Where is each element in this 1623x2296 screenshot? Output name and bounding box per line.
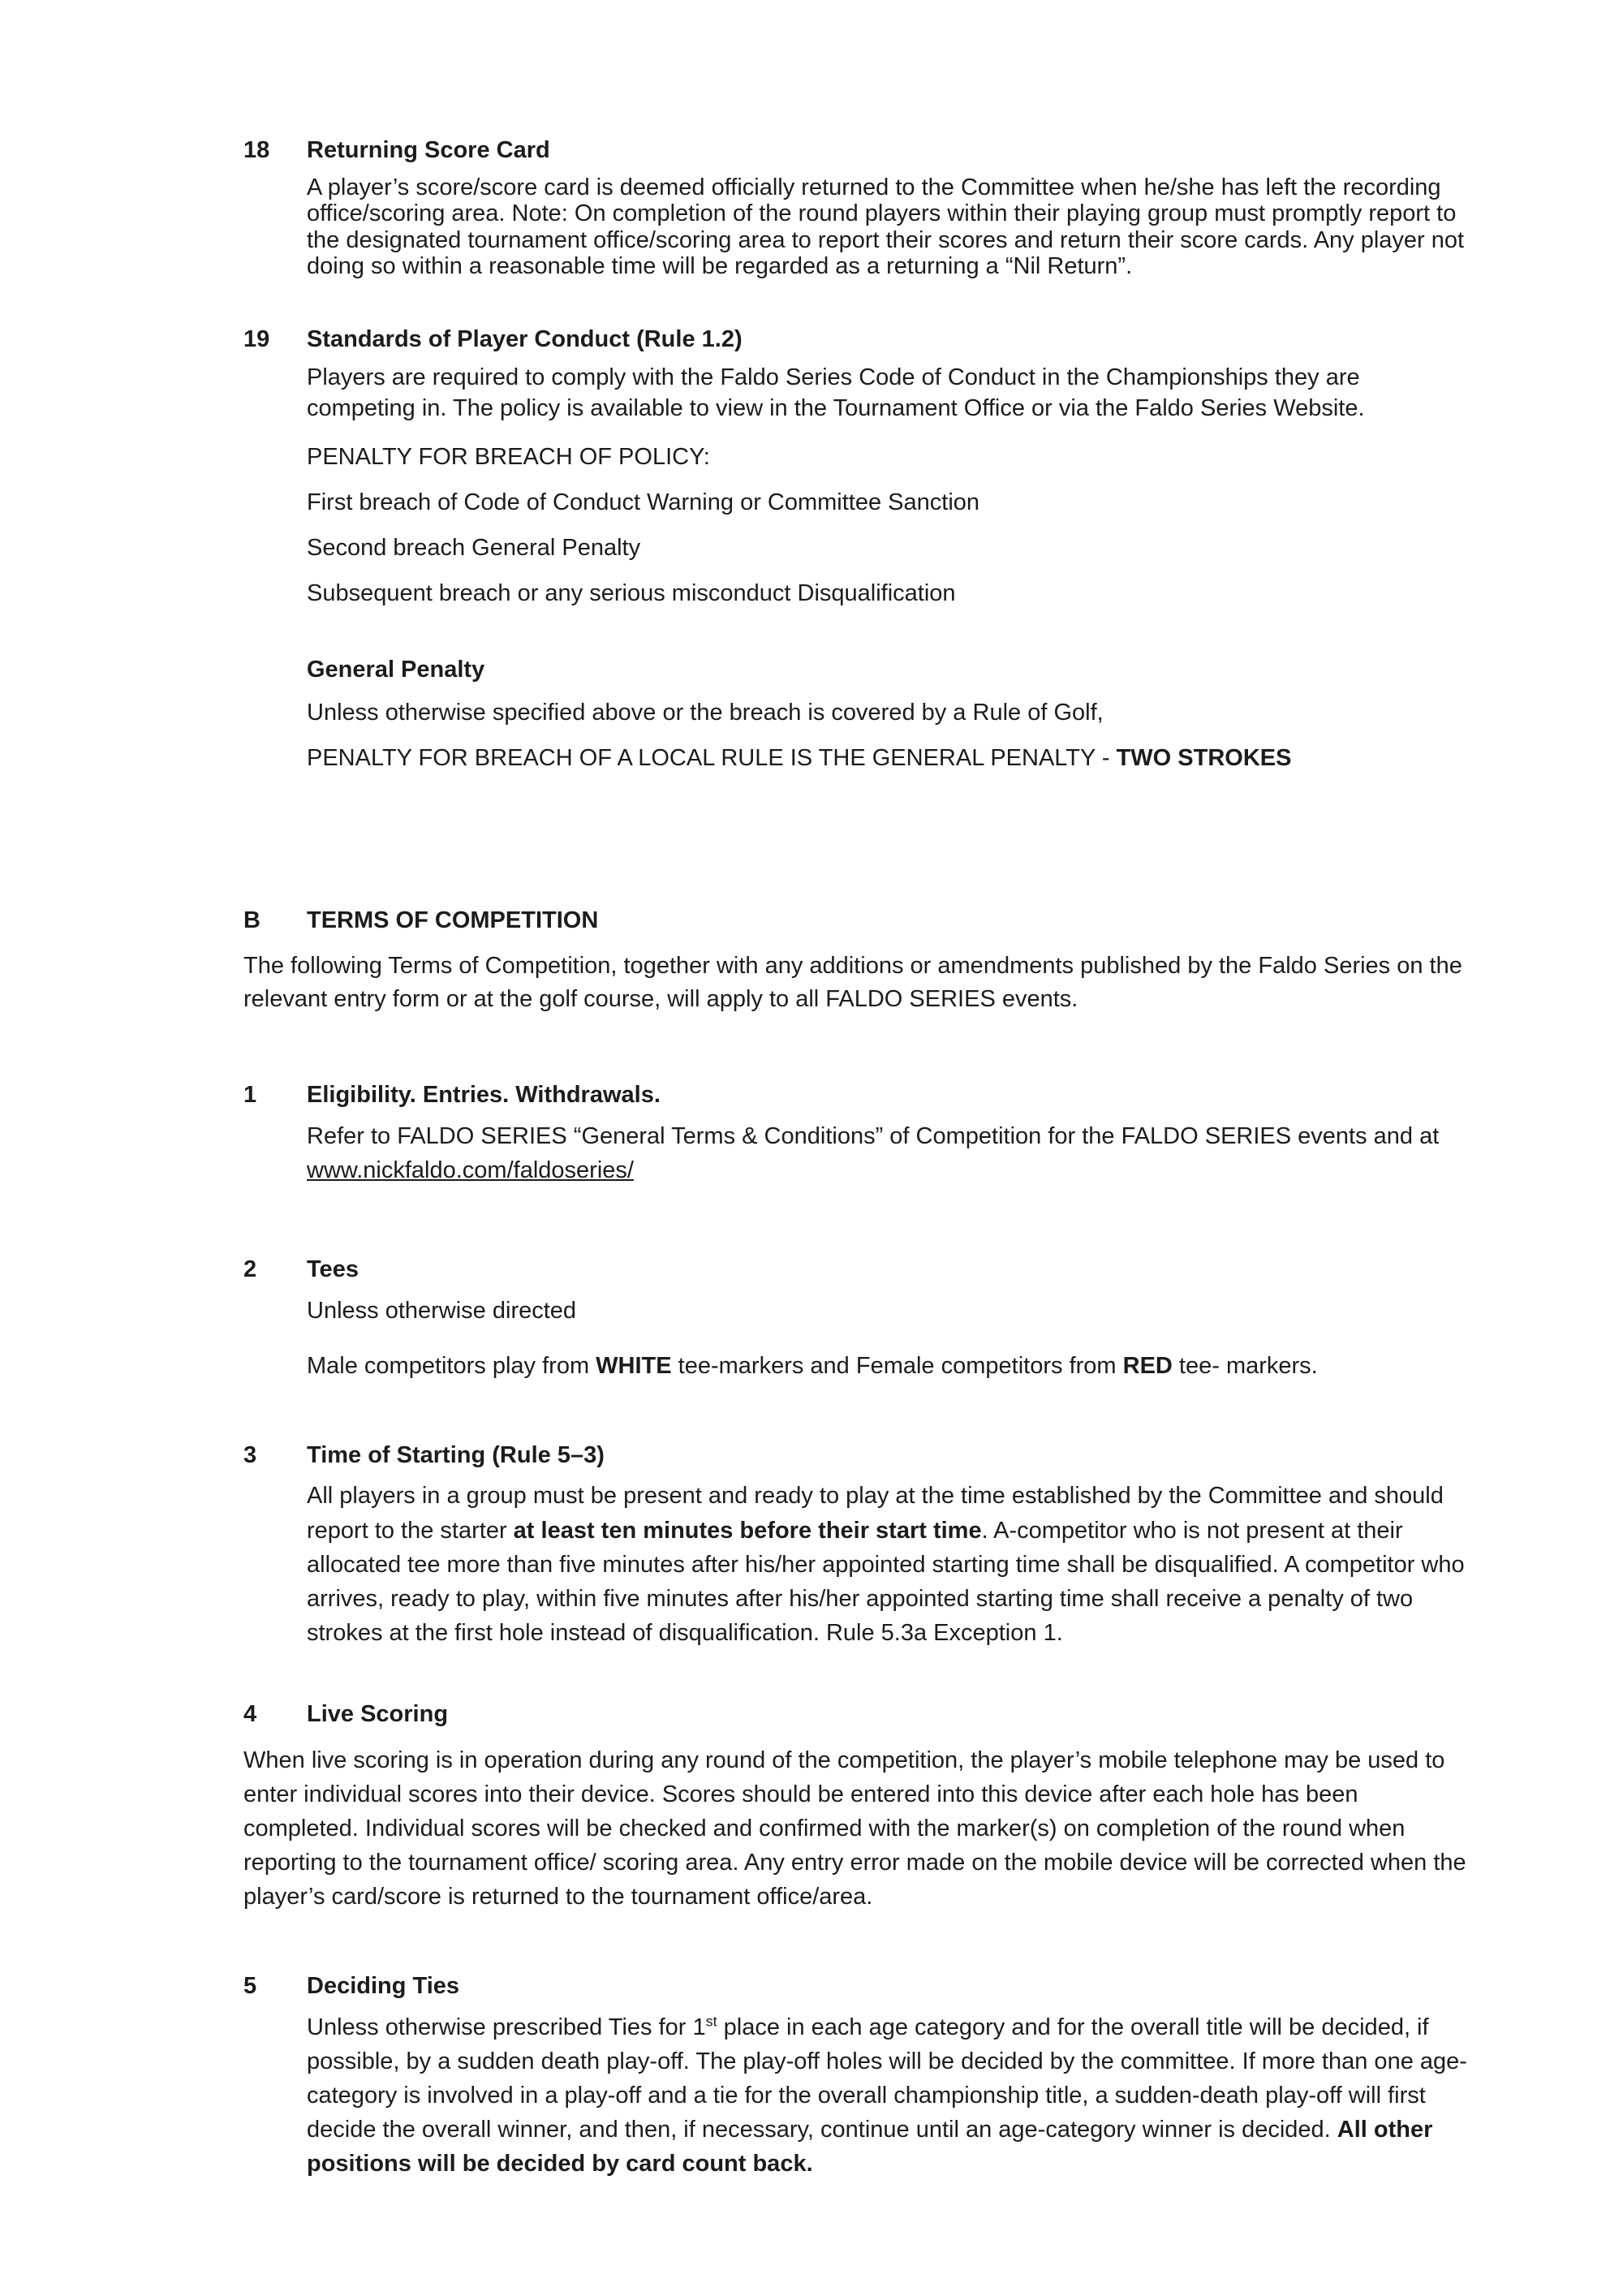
section-b	[243, 907, 1473, 1016]
section-b-letter: B	[243, 907, 260, 933]
section-3-title: Time of Starting (Rule 5–3)	[307, 1441, 605, 1468]
breach-second-line: Second breach General Penalty	[307, 534, 641, 561]
text-run: All players in a group must be present and ready to play at the time established by the Committee and should report to the starter	[307, 1483, 1444, 1544]
text-run: Male competitors play from	[307, 1352, 596, 1379]
section-18-title: Returning Score Card	[307, 137, 550, 163]
general-penalty-paragraph: Unless otherwise specified above or the breach is covered by a Rule of Golf,	[307, 699, 1104, 726]
white-tee-bold-run: WHITE	[596, 1352, 672, 1379]
breach-subsequent-line: Subsequent breach or any serious misconduct Disqualification	[307, 579, 956, 606]
section-1-title: Eligibility. Entries. Withdrawals.	[307, 1081, 661, 1108]
section-19	[243, 325, 1473, 775]
section-1	[243, 1081, 1473, 1187]
section-b-title: TERMS OF COMPETITION	[307, 907, 599, 933]
section-4-number: 4	[243, 1700, 257, 1727]
text-run: . A-competitor who is not present at their allocated tee more than five minutes after his/her appointed starting time shall be disqualified. A competitor who arrives, ready to play, within five minutes after his/her appointed starting time shall receive a penalty of two strokes at the first hole instead of disqualification. Rule 5.3a Exception 1.	[307, 1517, 1465, 1646]
section-1-paragraph	[307, 1119, 1473, 1187]
general-penalty-rule-line	[307, 741, 1473, 775]
section-1-number: 1	[243, 1081, 257, 1108]
breach-first-line: First breach of Code of Conduct Warning or Committee Sanction	[307, 489, 980, 515]
section-2-paragraph-2	[307, 1349, 1473, 1383]
text-run: PENALTY FOR BREACH OF A LOCAL RULE IS THE GENERAL PENALTY -	[307, 744, 1117, 771]
section-3-paragraph	[307, 1479, 1473, 1649]
card-count-back-bold-run: All other positions will be decided by card count back.	[307, 2116, 1433, 2177]
section-3	[243, 1441, 1473, 1650]
section-2	[243, 1256, 1473, 1383]
section-5-paragraph	[307, 2010, 1473, 2181]
general-penalty-block	[307, 656, 1473, 775]
section-18	[243, 136, 1473, 280]
section-18-number: 18	[243, 137, 270, 163]
text-run: tee-markers and Female competitors from	[671, 1352, 1123, 1379]
section-2-title: Tees	[307, 1256, 359, 1282]
text-run: Refer to FALDO SERIES “General Terms & Conditions” of Competition for the FALDO SERIES events and at	[307, 1122, 1440, 1149]
section-4-title: Live Scoring	[307, 1700, 449, 1727]
section-19-number: 19	[243, 325, 270, 352]
text-run: place in each age category and for the overall title will be decided, if possible, by a sudden death play-off. The play-off holes will be decided by the committee. If more than one age-category is involved in a play-off and a tie for the overall championship title, a sudden-death play-off will first decide the overall winner, and then, if necessary, continue until an age-category winner is decided.	[307, 2014, 1467, 2143]
section-4-paragraph: When live scoring is in operation during any round of the competition, the player’s mobile telephone may be used to enter individual scores into their device. Scores should be entered into this device after each hole has been completed. Individual scores will be checked and confirmed with the marker(s) on completion of the round when reporting to the tournament office/ scoring area. Any entry error made on the mobile device will be corrected when the player’s card/score is returned to the tournament office/area.	[243, 1747, 1466, 1910]
section-5-title: Deciding Ties	[307, 1972, 460, 1999]
start-time-bold-run: at least ten minutes before their start time	[513, 1517, 982, 1544]
faldoseries-link[interactable]: www.nickfaldo.com/faldoseries/	[307, 1157, 634, 1183]
penalty-policy-heading: PENALTY FOR BREACH OF POLICY:	[307, 443, 710, 470]
text-run: tee- markers.	[1172, 1352, 1318, 1379]
section-3-number: 3	[243, 1441, 257, 1468]
section-5-number: 5	[243, 1972, 257, 1999]
section-18-paragraph: A player’s score/score card is deemed officially returned to the Committee when he/she has left the recording office/scoring area. Note: On completion of the round players within their playing group must promptly report to the designated tournament office/scoring area to report their scores and return their score cards. Any player not doing so within a reasonable time will be regarded as a returning a “Nil Return”.	[307, 174, 1465, 280]
section-4	[243, 1700, 1473, 1914]
section-b-paragraph: The following Terms of Competition, together with any additions or amendments published by the Faldo Series on the relevant entry form or at the golf course, will apply to all FALDO SERIES events.	[243, 952, 1462, 1012]
section-19-title: Standards of Player Conduct (Rule 1.2)	[307, 325, 743, 352]
ordinal-superscript: st	[705, 2012, 717, 2029]
section-19-paragraph: Players are required to comply with the Faldo Series Code of Conduct in the Championships they are competing in. The policy is available to view in the Tournament Office or via the Faldo Series Website.	[307, 364, 1365, 421]
text-run: Unless otherwise prescribed Ties for 1	[307, 2014, 706, 2040]
general-penalty-title: General Penalty	[307, 656, 485, 683]
section-5	[243, 1972, 1473, 2181]
two-strokes-bold-run: TWO STROKES	[1116, 744, 1292, 771]
red-tee-bold-run: RED	[1122, 1352, 1173, 1379]
section-2-paragraph-1: Unless otherwise directed	[307, 1297, 577, 1324]
section-2-number: 2	[243, 1256, 257, 1282]
